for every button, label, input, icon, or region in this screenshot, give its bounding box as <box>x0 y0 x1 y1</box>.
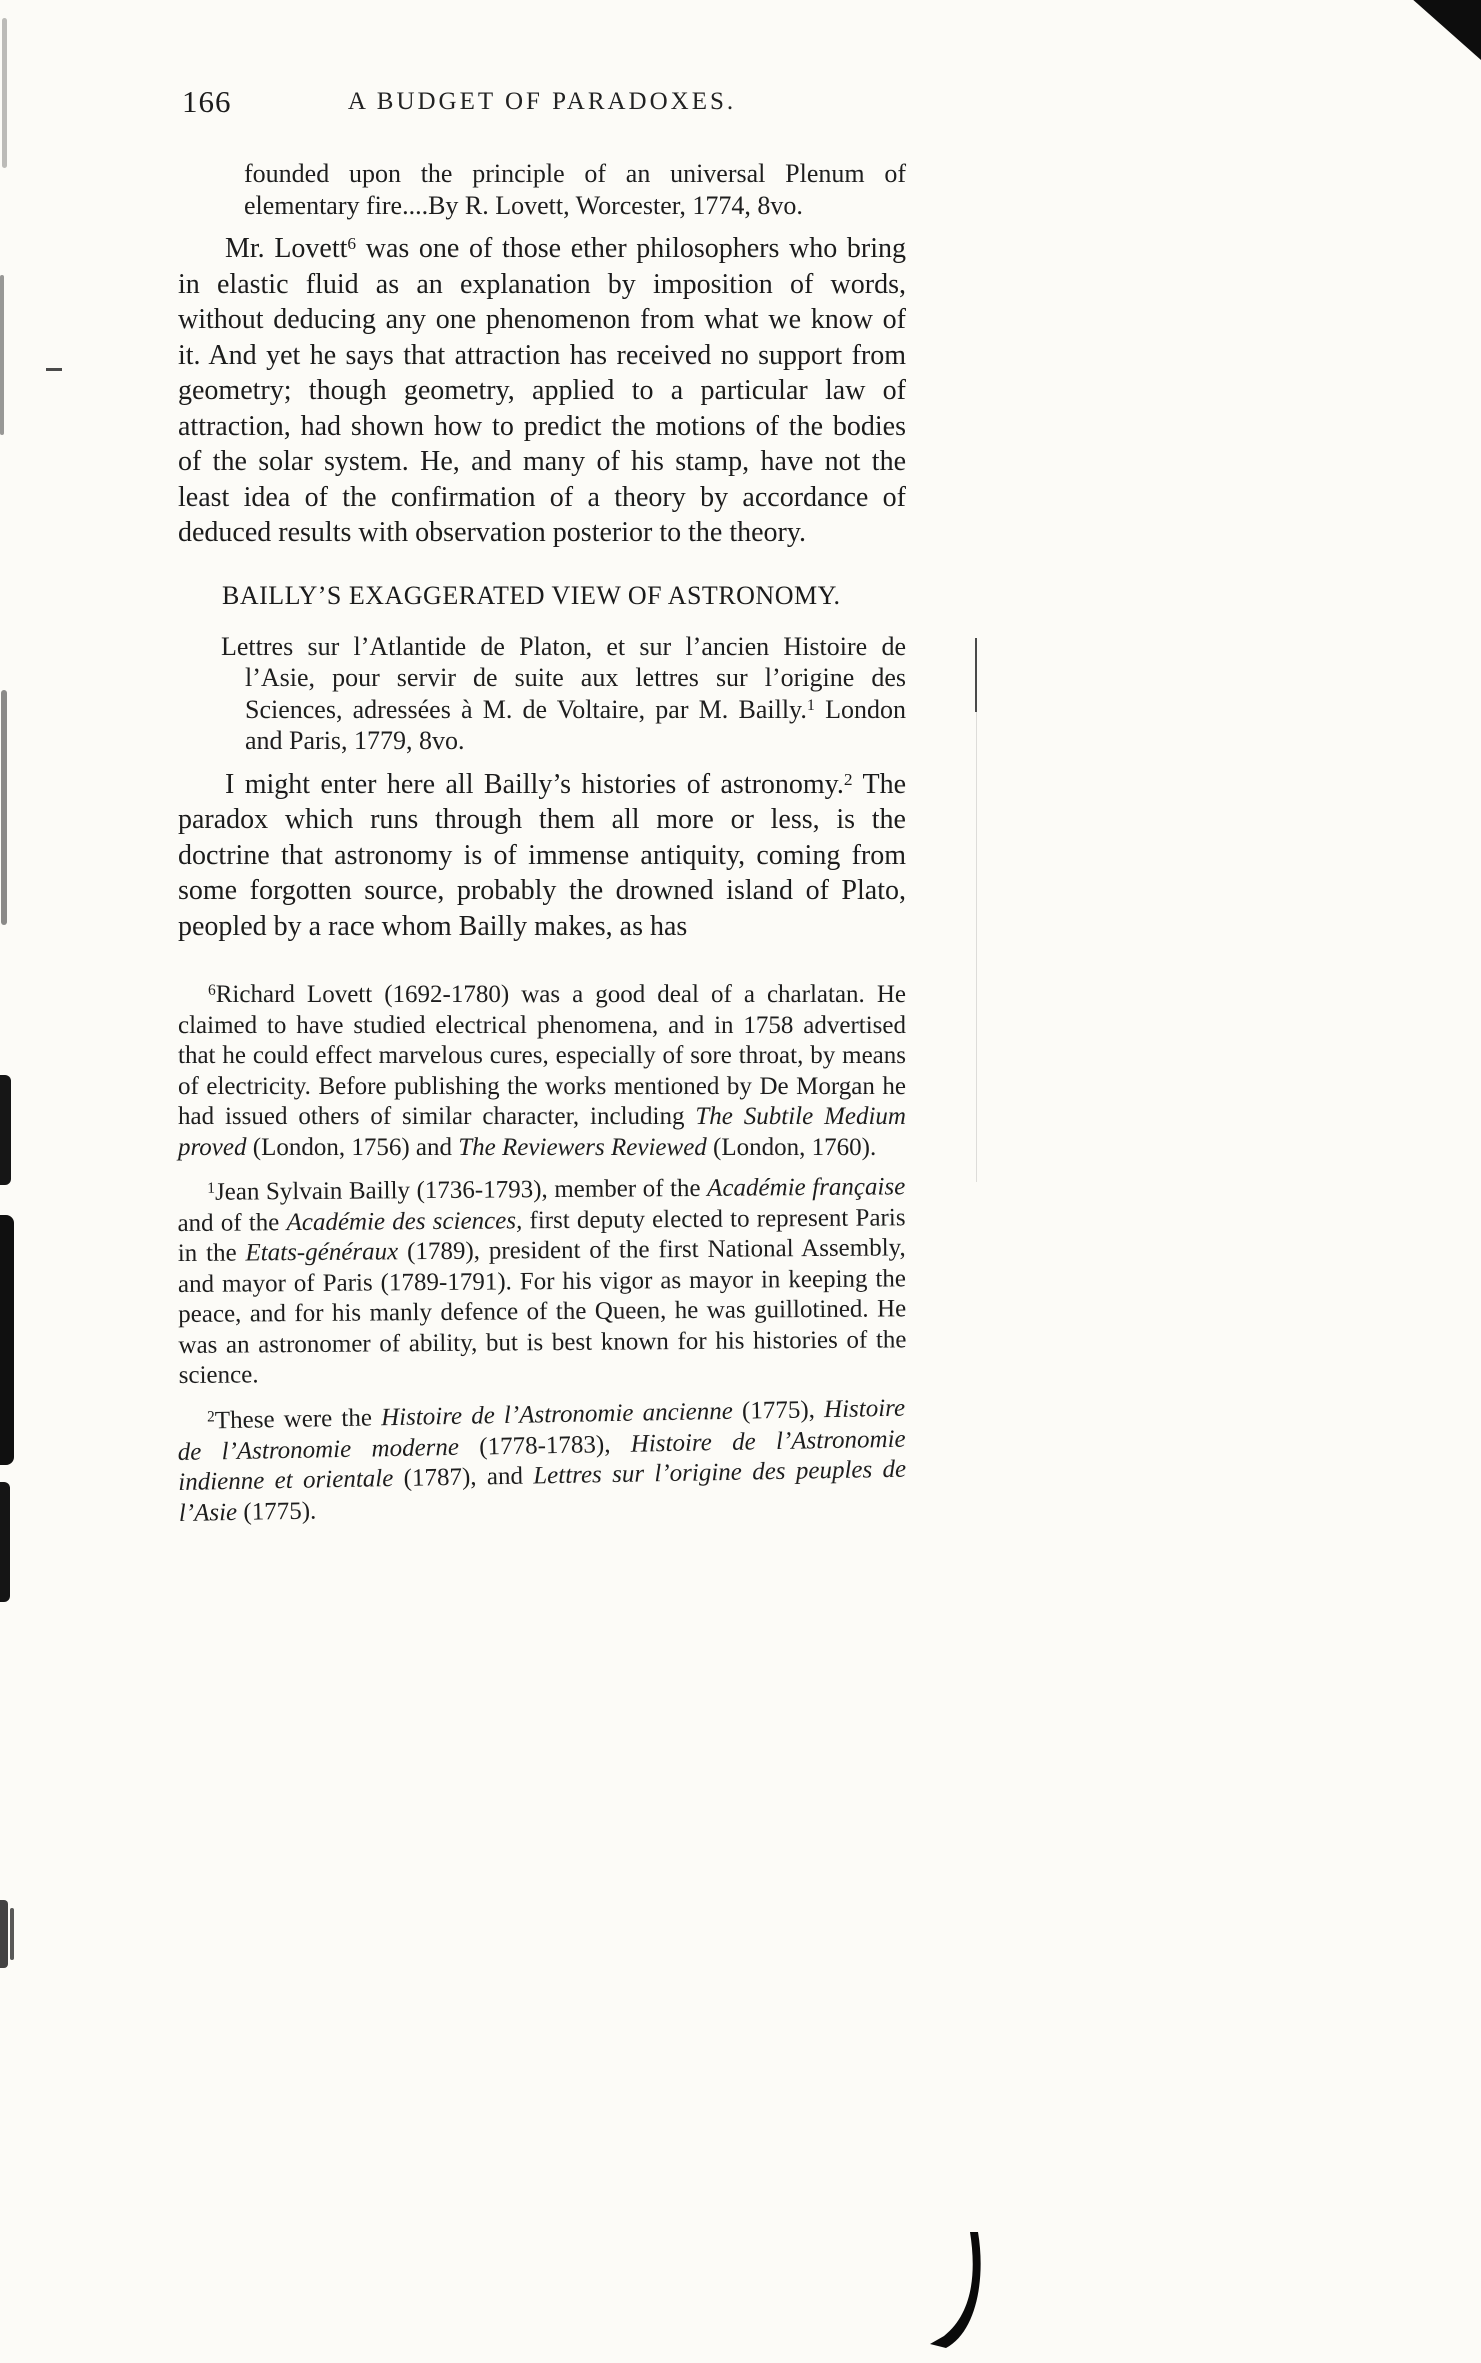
quote-block-bailly: Lettres sur l’Atlantide de Platon, et sur l’ancien Histoire de l’Asie, pour servir de suite aux lettres sur l’origine des Sciences, adressées à M. de Voltaire, par M. Bailly.$^1$ London and Paris, 1779, 8vo. <box>221 631 906 755</box>
binding-ink-blob-artifact <box>0 1482 10 1602</box>
page-header <box>178 84 906 120</box>
binding-ink-blob-artifact <box>10 1908 14 1960</box>
page-number: 166 <box>182 84 232 119</box>
section-heading: BAILLY’S EXAGGERATED VIEW OF ASTRONOMY. <box>222 580 841 610</box>
paragraph-lovett: Mr. Lovett$^6$ was one of those ether philosophers who bring in elastic fluid as an explanation by imposition of words, without deducing any one phenomenon from what we know of it. And yet he says that attraction has received no support from geometry; though geometry, applied to a particular law of attraction, had shown how to predict the motions of the bodies of the solar system. He, and many of his stamp, have not the least idea of the confirmation of a theory by accordance of deduced results with observation posterior to the theory. <box>178 233 906 548</box>
footnote-1-bailly: $^1$Jean Sylvain Bailly (1736-1793), member of the Académie française and of the Académie des sciences, first deputy elected to represent Paris in the Etats-généraux (1789), president of the first National Assembly, and mayor of Paris (1789-1791). For his vigor as mayor in keeping the peace, and for his manly defence of the Queen, he was guillotined. He was an astronomer of ability, but is best known for his histories of the science. <box>177 1173 907 1389</box>
page-corner-fold-artifact <box>1409 0 1481 60</box>
margin-dash-artifact <box>46 368 62 371</box>
scan-streak-artifact <box>0 275 4 435</box>
footnote-2-histories: $^2$These were the Histoire de l’Astronomie ancienne (1775), Histoire de l’Astronomie moderne (1778-1783), Histoire de l’Astronomie indienne et orientale (1787), and Lettres sur l’origine des peuples de l’Asie (1775). <box>177 1394 907 1526</box>
binding-ink-blob-artifact <box>0 1075 11 1185</box>
binding-ink-blob-artifact <box>0 1900 8 1968</box>
ink-smudge-artifact <box>928 2232 988 2350</box>
paragraph-bailly: I might enter here all Bailly’s histories of astronomy.$^2$ The paradox which runs through them all more or less, is the doctrine that astronomy is of immense antiquity, coming from some forgotten source, probably the drowned island of Plato, peopled by a race whom Bailly makes, as has <box>178 768 907 942</box>
scan-streak-artifact <box>1 690 7 925</box>
quote-block-lovett: founded upon the principle of an universal Plenum of elementary fire....By R. Lovett, Worcester, 1774, 8vo. <box>244 159 906 220</box>
binding-ink-blob-artifact <box>0 1215 14 1465</box>
footnotes-section <box>178 980 906 1529</box>
gutter-line-artifact <box>976 712 977 1182</box>
footnote-6-lovett: $^6$Richard Lovett (1692-1780) was a good deal of a charlatan. He claimed to have studied electrical phenomena, and in 1758 advertised that he could effect marvelous cures, especially of sore throat, by means of electricity. Before publishing the works mentioned by De Morgan he had issued others of similar character, including The Subtile Medium proved (London, 1756) and The Reviewers Reviewed (London, 1760). <box>178 981 906 1161</box>
scan-streak-artifact <box>2 18 7 168</box>
text-column <box>178 84 906 1544</box>
gutter-line-artifact <box>975 638 977 712</box>
running-header: A BUDGET OF PARADOXES. <box>347 88 737 115</box>
